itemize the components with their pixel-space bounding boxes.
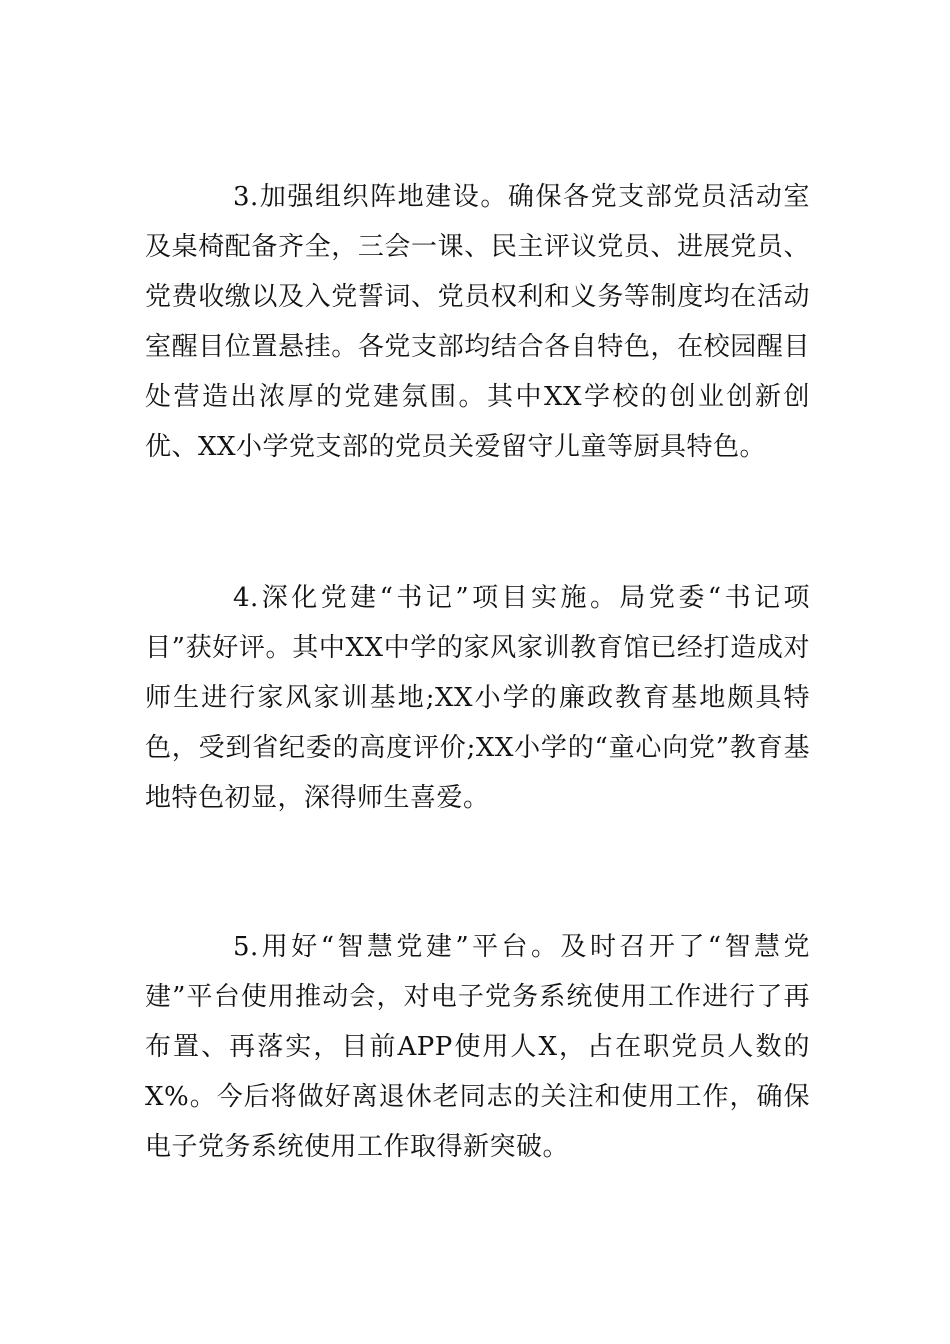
paragraph-5: 5.用好“智慧党建”平台。及时召开了“智慧党建”平台使用推动会，对电子党务系统使用工作进行了再布置、再落实，目前APP使用人X，占在职党员人数的X%。今后将做好离退休老同志的关注和使用工作，确保电子党务系统使用工作取得新突破。 bbox=[145, 932, 810, 1162]
paragraph-4: 4.深化党建“书记”项目实施。局党委“书记项目”获好评。其中XX中学的家风家训教育馆已经打造成对师生进行家风家训基地;XX小学的廉政教育基地颇具特色，受到省纪委的高度评价;XX小学的“童心向党”教育基地特色初显，深得师生喜爱。 bbox=[145, 583, 810, 813]
paragraph-3: 3.加强组织阵地建设。确保各党支部党员活动室及桌椅配备齐全，三会一课、民主评议党员、进展党员、党费收缴以及入党誓词、党员权利和义务等制度均在活动室醒目位置悬挂。各党支部均结合各自特色，在校园醒目处营造出浓厚的党建氛围。其中XX学校的创业创新创优、XX小学党支部的党员关爱留守儿童等厨具特色。 bbox=[145, 182, 810, 462]
